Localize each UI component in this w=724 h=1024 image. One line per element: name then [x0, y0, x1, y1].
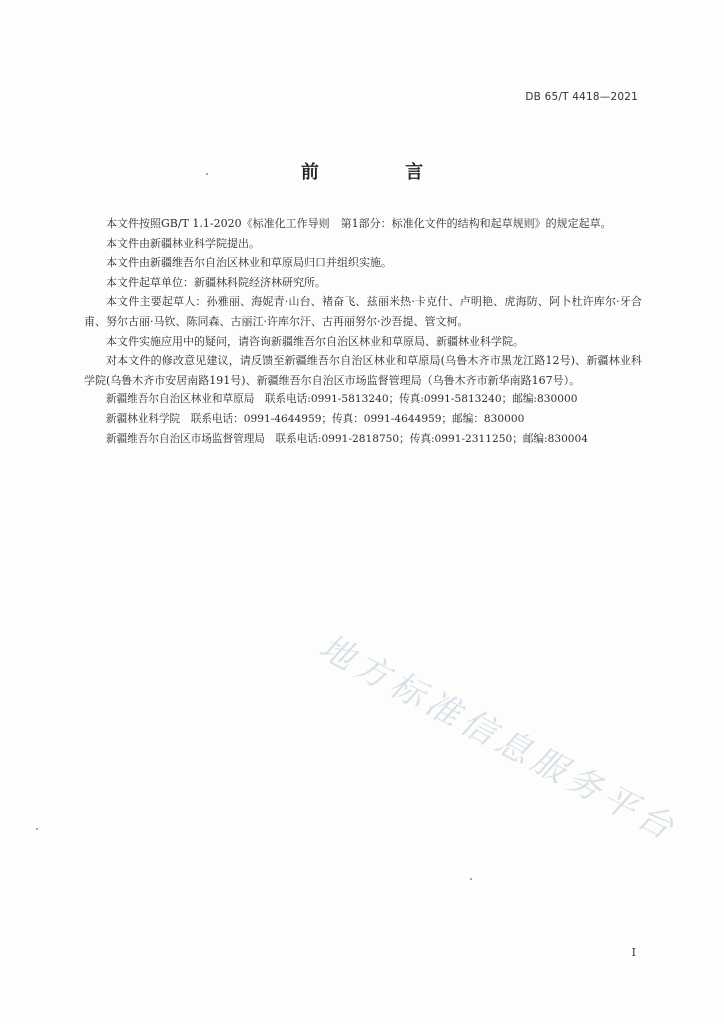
scan-speck [206, 173, 208, 175]
document-code: DB 65/T 4418—2021 [525, 91, 638, 103]
section-title: 前 言 [300, 162, 464, 183]
scan-speck [36, 828, 38, 830]
paragraph-drafting-rules: 本文件按照GB/T 1.1-2020《标准化工作导则 第1部分：标准化文件的结构和起草规则》的规定起草。 [106, 217, 612, 230]
page-number: I [631, 946, 636, 959]
paragraph-administrator: 本文件由新疆维吾尔自治区林业和草原局归口并组织实施。 [106, 256, 392, 270]
watermark-text: 地方标准信息服务平台 [312, 627, 685, 851]
contact-line-forestry-academy: 新疆林业科学院 联系电话：0991-4644959；传真：0991-4644959；邮编：830000 [106, 412, 525, 425]
paragraph-proposer: 本文件由新疆林业科学院提出。 [106, 236, 260, 250]
contact-line-forestry-bureau: 新疆维吾尔自治区林业和草原局 联系电话:0991-5813240；传真:0991-5813240；邮编:830000 [106, 393, 578, 406]
scan-speck [470, 878, 472, 880]
preface-body [84, 214, 642, 449]
paragraph-drafting-unit: 本文件起草单位：新疆林科院经济林研究所。 [106, 275, 326, 289]
contact-line-market-supervision: 新疆维吾尔自治区市场监督管理局 联系电话:0991-2818750；传真:0991-2311250；邮编:830004 [106, 432, 589, 445]
paragraph-drafters: 本文件主要起草人：孙雅丽、海妮青·山台、褚奋飞、兹丽米热·卡克什、卢明艳、虎海防、阿卜杜许库尔·牙合甫、努尔古丽·马钦、陈同森、古丽江·许库尔汗、古再丽努尔·沙吾提、管文柯。 [84, 295, 642, 328]
paragraph-inquiries: 本文件实施应用中的疑问，请咨询新疆维吾尔自治区林业和草原局、新疆林业科学院。 [106, 334, 524, 348]
paragraph-feedback: 对本文件的修改意见建议，请反馈至新疆维吾尔自治区林业和草原局(乌鲁木齐市黑龙江路12号)、新疆林业科学院(乌鲁木齐市安居南路191号)、新疆维吾尔自治区市场监督管理局（乌鲁木齐市新华南路167号）。 [84, 354, 642, 387]
